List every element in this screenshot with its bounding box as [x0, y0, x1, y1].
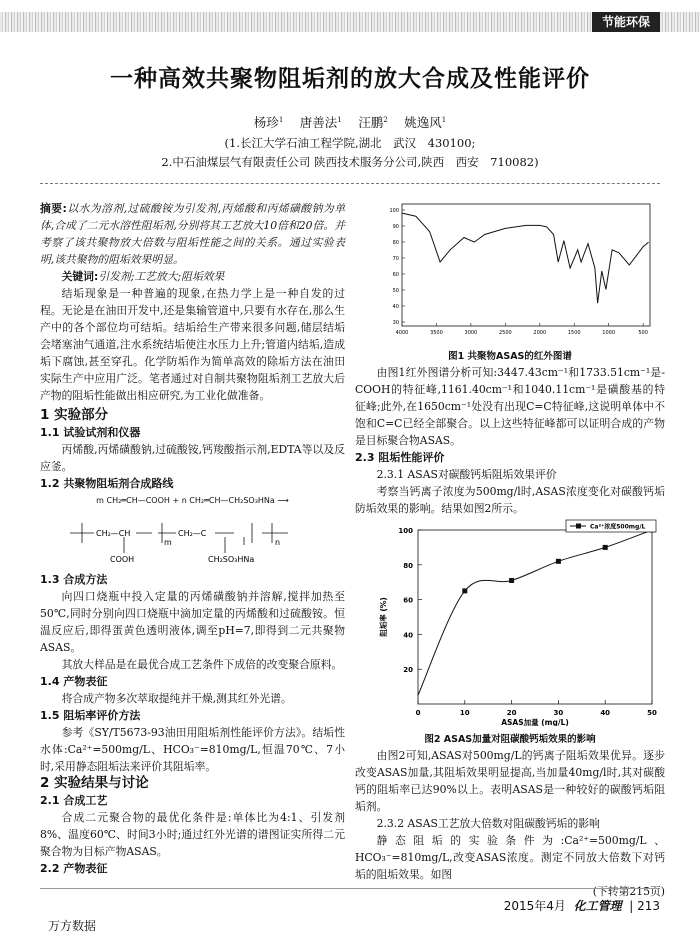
- footer-divider: [40, 888, 660, 889]
- author-sup: 1: [337, 115, 342, 124]
- x-tick-label: 1000: [602, 330, 616, 336]
- subsection-heading: 1.2 共聚物阻垢剂合成路线: [40, 477, 174, 490]
- section-tag: 节能环保: [592, 12, 660, 32]
- author: 杨珍: [253, 115, 279, 130]
- affiliation-2: 2.中石油煤层气有限责任公司 陕西技术服务分公司,陕西 西安 710082): [161, 155, 539, 169]
- ir-spectrum-chart: [378, 198, 658, 348]
- intro-paragraph: 结垢现象是一种普遍的现象,在热力学上是一种自发的过程。无论是在油田开发中,还是集输管道中,只要有水存在,那么生产中的各个部位均可结垢。结垢给生产带来很多问题,储层结垢会堵塞油气通道,注水系统结垢使注水压力上升;管道内结垢,造成垢下腐蚀,甚至穿孔。化学防垢作为简单高效的除垢方法在油田实际生产中应用广泛。笔者通过对自制共聚物阻垢剂工艺放大后产物的阻垢性能做出相应研究,为工业化做准备。: [40, 287, 345, 402]
- abstract-label: 摘要:: [40, 202, 67, 215]
- divider: [40, 183, 660, 184]
- paragraph: 将合成产物多次萃取提纯并干燥,测其红外光谱。: [61, 692, 292, 705]
- footer-info: 2015年4月 化工管理 | 213: [503, 899, 660, 913]
- subsection-heading: 2.1 合成工艺: [40, 794, 108, 807]
- y-tick-label: 90: [392, 224, 399, 230]
- scale-inhibition-chart: [370, 516, 660, 726]
- y-tick-label: 100: [389, 208, 399, 214]
- data-point: [556, 559, 561, 564]
- paragraph: 丙烯酸,丙烯磺酸钠,过硫酸铵,钙羧酸指示剂,EDTA等以及反应釜。: [40, 443, 345, 473]
- x-tick-label: 2500: [498, 330, 512, 336]
- subsection-heading: 1.3 合成方法: [40, 573, 108, 586]
- data-point: [462, 588, 467, 593]
- plot-frame: [418, 530, 652, 704]
- polymer-structure: [40, 509, 345, 571]
- author-line: [0, 113, 700, 131]
- x-tick-label: 10: [459, 709, 470, 717]
- x-tick-label: 500: [638, 330, 648, 336]
- x-tick-label: 1500: [567, 330, 581, 336]
- plot-frame: [402, 204, 650, 326]
- right-column-upper: [355, 364, 665, 517]
- author-sup: 1: [278, 115, 284, 124]
- paragraph: 由图2可知,ASAS对500mg/L的钙离子阻垢效果优异。逐步改变ASAS加量,其阻垢效果明显提高,当加量40mg/l时,其对碳酸钙的阻垢率已达90%以上。表明ASAS是一种较好的碳酸钙垢阻垢剂。: [355, 749, 665, 813]
- left-column: [40, 200, 345, 877]
- keywords-label: 关键词:: [61, 270, 99, 283]
- section-heading: 1 实验部分: [40, 407, 109, 423]
- struct-text: CH₂SO₃HNa: [208, 555, 255, 564]
- subsection-heading: 1.4 产物表征: [40, 675, 108, 688]
- figure-caption: 图1 共聚物ASAS的红外图谱: [448, 351, 572, 362]
- paragraph: 合成二元聚合物的最优化条件是:单体比为4:1、引发剂8%、温度60℃、时间3小时;通过红外光谱的谱图证实所得二元聚合物为目标产物ASAS。: [40, 811, 345, 858]
- y-tick-label: 80: [392, 240, 399, 246]
- continued-note: (下转第215页): [592, 885, 665, 898]
- reaction-equation: m CH₂═CH—COOH + n CH₂═CH—CH₂SO₃HNa ⟶: [96, 496, 289, 505]
- page-title: 一种高效共聚物阻垢剂的放大合成及性能评价: [110, 66, 590, 92]
- legend-label: Ca²⁺浓度500mg/L: [590, 523, 646, 531]
- y-tick-label: 60: [403, 596, 413, 605]
- x-axis-label: ASAS加量 (mg/L): [501, 718, 569, 726]
- y-tick-label: 40: [392, 304, 399, 310]
- author: 姚逸风: [404, 115, 442, 130]
- x-tick-label: 30: [553, 709, 564, 717]
- author-sup: 2: [383, 115, 388, 124]
- journal-name: 化工管理: [573, 899, 622, 913]
- page-number: 213: [637, 899, 660, 913]
- struct-text: COOH: [110, 555, 135, 564]
- y-tick-label: 50: [392, 288, 399, 294]
- y-tick-label: 100: [398, 527, 413, 535]
- keywords-text: 引发剂;工艺放大;阻垢效果: [98, 270, 225, 283]
- data-point: [603, 545, 608, 550]
- data-point: [509, 578, 514, 583]
- paragraph: 其放大样品是在最优合成工艺条件下成倍的改变聚合原料。: [61, 658, 343, 671]
- legend-marker: [576, 524, 581, 529]
- paragraph: 向四口烧瓶中投入定量的丙烯磺酸钠并溶解,搅拌加热至50℃,同时分别向四口烧瓶中滴加定量的丙烯酸和过硫酸铵。恒温反应后,即得蛋黄色透明液体,调至pH=7,即得到二元共聚物ASAS。: [40, 590, 345, 654]
- paragraph: 考察当钙离子浓度为500mg/l时,ASAS浓度变化对碳酸钙垢防垢效果的影响。结果如图2所示。: [355, 485, 665, 515]
- keywords: [40, 268, 345, 285]
- paragraph: 2.3.2 ASAS工艺放大倍数对阻碳酸钙垢的影响: [376, 817, 600, 830]
- abstract-text: 以水为溶剂,过硫酸铵为引发剂,丙烯酸和丙烯磺酸钠为单体,合成了二元水溶性阻垢剂,分别将其工艺放大10倍和20倍。并考察了该共聚物放大倍数与阻垢性能之间的关系。通过实验表明,该共聚物的阻垢效果明显。: [40, 202, 345, 266]
- series-line: [418, 530, 652, 695]
- x-tick-label: 50: [647, 709, 657, 717]
- paragraph: 由图1红外图谱分析可知:3447.43cm⁻¹和1733.51cm⁻¹是-COOH的特征峰,1161.40cm⁻¹和1040.11cm⁻¹是磺酸基的特征峰;此外,在1650cm⁻¹处没有出现C=C特征峰,这说明单体中不饱和C=C已经全部聚合。以上这些特征峰都可以证明合成的产物是目标聚合物ASAS。: [355, 366, 665, 447]
- subsection-heading: 1.1 试验试剂和仪器: [40, 426, 141, 439]
- x-tick-label: 3000: [464, 330, 478, 336]
- subsection-heading: 2.2 产物表征: [40, 862, 108, 875]
- author-sup: 1: [441, 115, 447, 124]
- paragraph: 2.3.1 ASAS对碳酸钙垢阻垢效果评价: [376, 468, 557, 481]
- y-axis-label: 阻垢率 (%): [379, 597, 388, 637]
- y-tick-label: 30: [392, 320, 399, 326]
- figure-caption: 图2 ASAS加量对阻碳酸钙垢效果的影响: [424, 734, 596, 745]
- x-tick-label: 40: [600, 709, 611, 717]
- struct-text: n: [275, 538, 281, 547]
- author: 唐善法: [299, 115, 338, 130]
- footer-date: 2015年4月: [503, 899, 566, 913]
- right-column-lower: [355, 747, 665, 900]
- y-tick-label: 20: [403, 666, 413, 675]
- x-tick-label: 3500: [430, 330, 443, 336]
- x-tick-label: 0: [415, 709, 421, 717]
- paragraph: 参考《SY/T5673-93油田用阻垢剂性能评价方法》。结垢性水体:Ca²⁺=500mg/L、HCO₃⁻=810mg/L,恒温70℃、7小时,采用静态阻垢法来评价其阻垢率。: [40, 726, 345, 773]
- x-tick-label: 20: [506, 709, 517, 717]
- x-tick-label: 4000: [395, 330, 409, 336]
- ir-series-line: [402, 213, 649, 303]
- paragraph: 静态阻垢的实验条件为:Ca²⁺=500mg/L、HCO₃⁻=810mg/L,改变ASAS浓度。测定不同放大倍数下对钙垢的阻垢效果。如图: [355, 834, 665, 881]
- author: 汪鹏: [358, 115, 384, 130]
- y-tick-label: 40: [403, 631, 413, 640]
- y-tick-label: 80: [403, 561, 413, 570]
- abstract: [40, 200, 345, 268]
- struct-text: CH₂—CH: [96, 529, 131, 538]
- struct-text: m: [164, 538, 172, 547]
- y-tick-label: 60: [392, 272, 399, 278]
- x-tick-label: 2000: [533, 330, 547, 336]
- source-watermark: 万方数据: [48, 919, 97, 933]
- struct-text: CH₂—C: [178, 529, 207, 538]
- subsection-heading: 2.3 阻垢性能评价: [355, 451, 445, 464]
- y-tick-label: 70: [392, 256, 399, 262]
- subsection-heading: 1.5 阻垢率评价方法: [40, 709, 141, 722]
- affiliation-1: (1.长江大学石油工程学院,湖北 武汉 430100;: [224, 136, 476, 150]
- section-heading: 2 实验结果与讨论: [40, 775, 149, 791]
